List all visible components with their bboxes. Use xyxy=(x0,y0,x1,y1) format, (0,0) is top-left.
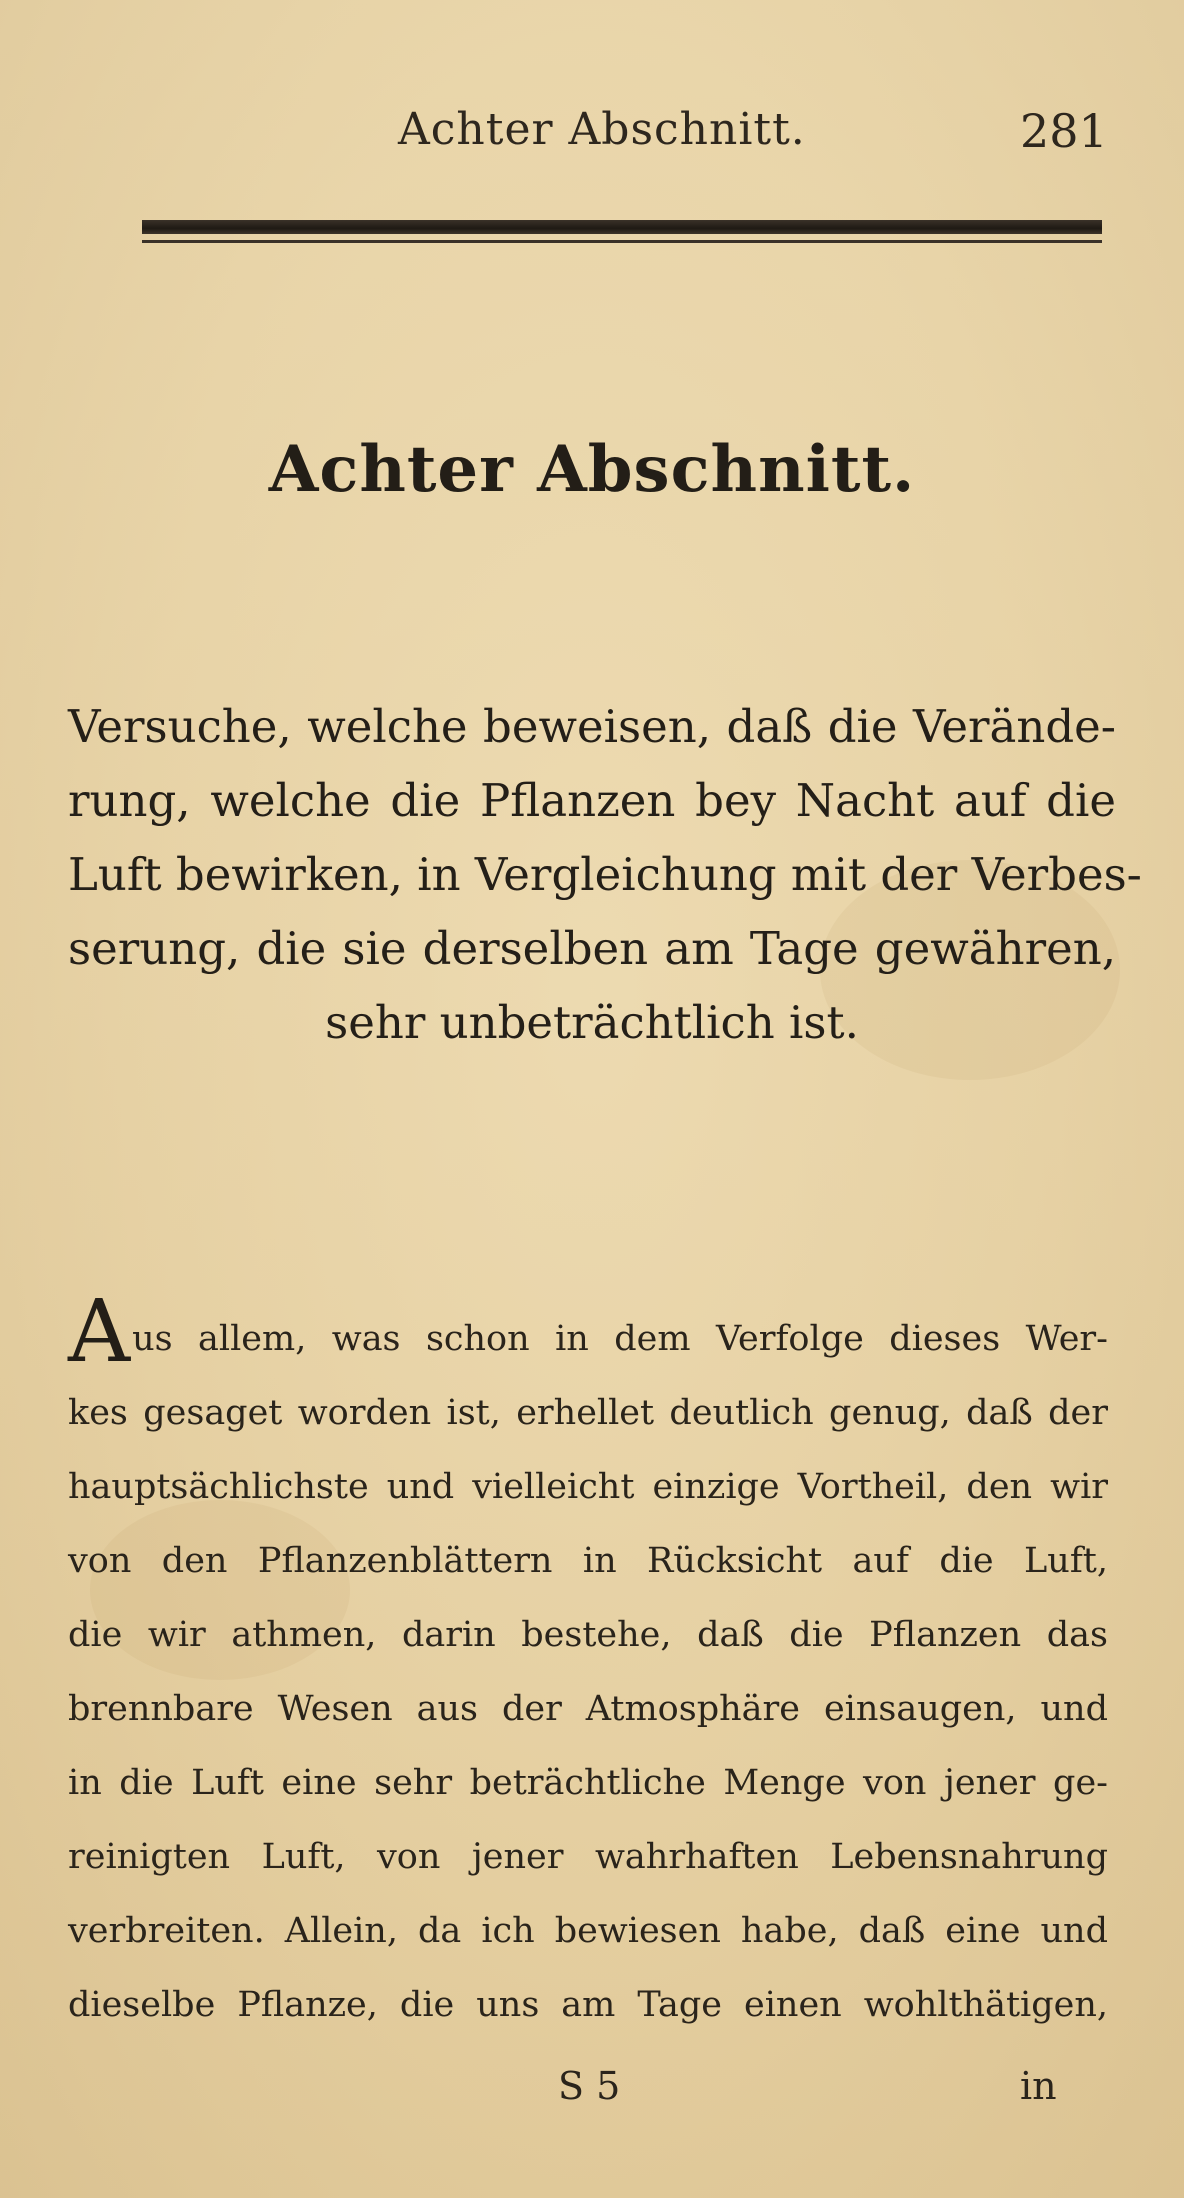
body-line: hauptsächlichste und vielleicht einzige Vortheil, den wir xyxy=(68,1467,1108,1507)
chapter-summary xyxy=(68,690,1142,1060)
body-line: brennbare Wesen aus der Atmosphäre einsaugen, und xyxy=(68,1689,1108,1729)
header-rule-thin xyxy=(142,240,1102,243)
catchword: in xyxy=(1020,2064,1057,2108)
body-line: verbreiten. Allein, da ich bewiesen habe, daß eine und xyxy=(68,1911,1108,1951)
body-line: dieselbe Pflanze, die uns am Tage einen wohlthätigen, xyxy=(68,1985,1108,2025)
running-title: Achter Abschnitt. xyxy=(398,104,806,155)
body-line: die wir athmen, darin bestehe, daß die Pflanzen das xyxy=(68,1615,1108,1655)
body-line: in die Luft eine sehr beträchtliche Menge von jener ge- xyxy=(68,1763,1108,1803)
body-line: reinigten Luft, von jener wahrhaften Lebensnahrung xyxy=(68,1837,1108,1877)
body-first-line xyxy=(68,1282,1108,1382)
summary-line: Versuche, welche beweisen, daß die Verände- xyxy=(68,700,1116,753)
summary-line: rung, welche die Pflanzen bey Nacht auf die xyxy=(68,774,1116,827)
summary-line: sehr unbeträchtlich ist. xyxy=(325,996,859,1049)
summary-line: serung, die sie derselben am Tage gewähren, xyxy=(68,922,1116,975)
header-rule xyxy=(142,220,1102,234)
chapter-title: Achter Abschnitt. xyxy=(268,432,916,507)
body-paragraph xyxy=(68,1282,1108,2042)
drop-cap: A xyxy=(68,1282,131,1382)
body-line: von den Pflanzenblättern in Rücksicht auf die Luft, xyxy=(68,1541,1108,1581)
running-head xyxy=(0,104,1184,164)
first-line-text: us allem, was schon in dem Verfolge dieses Wer- xyxy=(132,1319,1108,1359)
summary-line: Luft bewirken, in Vergleichung mit der Verbes- xyxy=(68,848,1142,901)
body-line: kes gesaget worden ist, erhellet deutlich genug, daß der xyxy=(68,1393,1108,1433)
page-number: 281 xyxy=(1020,104,1108,158)
signature-mark: S 5 xyxy=(558,2064,621,2108)
